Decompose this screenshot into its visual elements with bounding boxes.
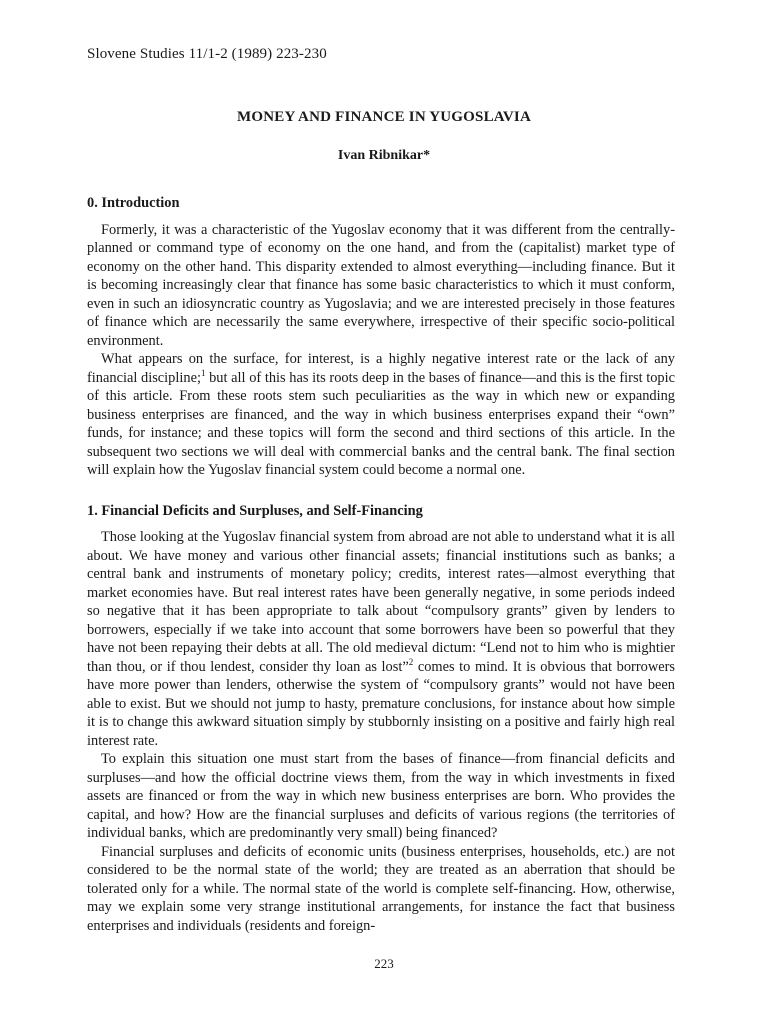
- footnote-reference[interactable]: 1: [200, 367, 206, 378]
- article-author: Ivan Ribnikar*: [337, 148, 431, 163]
- paragraph: Formerly, it was a characteristic of the Yugoslav economy that it was different from the centrally-planned or command type of economy on the one hand, and from the (capitalist) market type of economy on the other hand. This disparity extended to almost everything—including finance. But it is becoming increasingly clear that finance has some basic characteristics to which it must conform, even in such an idiosyncratic country as Yugoslavia; and we are interested precisely in those features of finance which are necessarily the same everywhere, irrespective of their specific socio-political environment.: [87, 221, 675, 349]
- paragraph-text: What appears on the surface, for interest, is a highly negative interest rate or the lack of any financial discipline;: [87, 351, 675, 386]
- journal-citation-header: Slovene Studies 11/1-2 (1989) 223-230: [87, 46, 327, 62]
- paragraph-text: Those looking at the Yugoslav financial system from abroad are not able to understand what it is all about. We have money and various other financial assets; financial institutions such as banks; a central bank and instruments of monetary policy; credits, interest rates—almost everything that market economies have. But real interest rates have been generally negative, in some periods indeed so negative that it has been appropriate to talk about “compulsory grants” given by lenders to borrowers, especially if we take into account that some borrowers have been so powerful that they have not been repaying their debts at all. The old medieval dictum: “Lend not to him who is mightier than thou, or if thou lendest, consider thy loan as lost”: [87, 529, 675, 675]
- section-heading-introduction: 0. Introduction: [87, 195, 180, 211]
- article-title: MONEY AND FINANCE IN YUGOSLAVIA: [236, 109, 531, 125]
- paragraph-text: but all of this has its roots deep in the bases of finance—and this is the first topic of this article. From these roots stem such peculiarities as the way in which new or expanding business enterprises are financed, and the way in which business enterprises expand their “own” funds, for instance; and these topics will form the second and third sections of this article. In the subsequent two sections we will deal with commercial banks and the central bank. The final section will explain how the Yugoslav financial system could become a normal one.: [87, 369, 675, 478]
- paragraph: Financial surpluses and deficits of economic units (business enterprises, households, etc.) are not considered to be the normal state of the world; they are treated as an aberration that should be tolerated only for a while. The normal state of the world is complete self-financing. How, otherwise, may we explain some very strange institutional arrangements, for instance the fact that business enterprises and individuals (residents and foreign-: [87, 843, 675, 934]
- paragraph: To explain this situation one must start from the bases of finance—from financial deficits and surpluses—and how the official doctrine views them, from the way in which investments in fixed assets are financed or from the way in which new business enterprises are born. Who provides the capital, and how? How are the financial surpluses and deficits of various regions (the territories of individual banks, which are predominantly very small) being financed?: [87, 751, 675, 841]
- paragraph: [87, 528, 675, 750]
- section-heading-financial-deficits: 1. Financial Deficits and Surpluses, and Self-Financing: [87, 502, 423, 519]
- page-number: 223: [374, 956, 394, 971]
- paragraph-text: comes to mind. It is obvious that borrowers have more power than lenders, otherwise the system of “compulsory grants” would not have been able to exist. But we should not jump to hasty, premature conclusions, for instance about how simple it is to change this awkward situation simply by stubbornly insisting on a positive and fairly high real interest rate.: [87, 658, 675, 749]
- paragraph: [87, 350, 675, 480]
- article-body: [87, 194, 675, 935]
- footnote-reference[interactable]: 2: [408, 656, 414, 667]
